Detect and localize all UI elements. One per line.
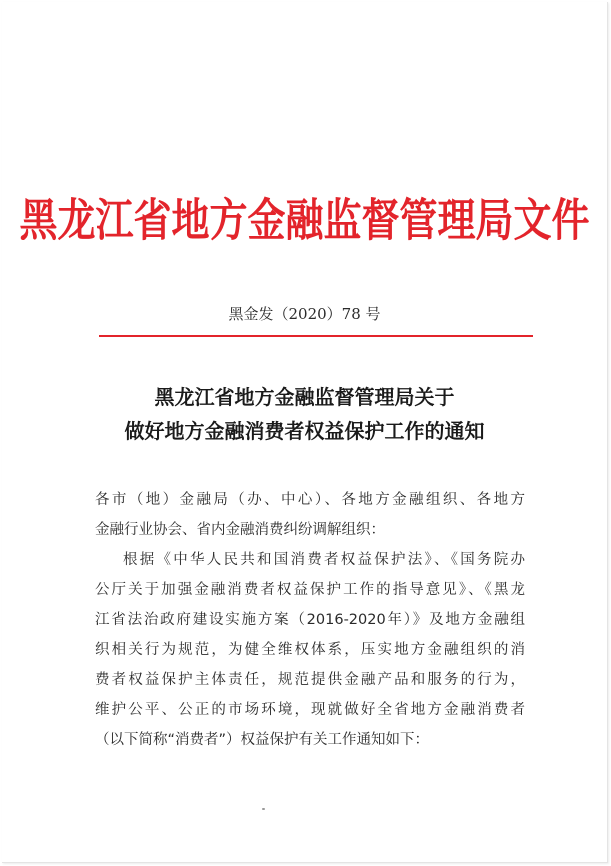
body-line-4: 织相关行为规范，为健全维权体系，压实地方金融组织的消	[95, 642, 525, 658]
addressee-line-2: 金融行业协会、省内金融消费纠纷调解组织：	[95, 522, 385, 538]
document-page	[2, 2, 608, 863]
body-line-6: 维护公平、公正的市场环境，现就做好全省地方金融消费者	[95, 702, 525, 718]
body-line-7: （以下简称“消费者”）权益保护有关工作通知如下：	[95, 732, 430, 748]
scan-speck	[262, 808, 265, 810]
notice-title-line-1: 黑龙江省地方金融监督管理局关于	[154, 385, 455, 409]
document-number: 黑金发（2020）78 号	[228, 305, 381, 323]
notice-title-line-2: 做好地方金融消费者权益保护工作的通知	[124, 419, 485, 443]
body-line-5: 费者权益保护主体责任，规范提供金融产品和服务的行为，	[95, 672, 525, 688]
body-line-1: 根据《中华人民共和国消费者权益保护法》、《国务院办	[123, 552, 525, 568]
red-divider-line	[99, 335, 533, 337]
issuer-header: 黑龙江省地方金融监督管理局文件	[19, 193, 590, 247]
addressee-line-1: 各市（地）金融局（办、中心）、各地方金融组织、各地方	[95, 492, 525, 508]
body-line-2: 公厅关于加强金融消费者权益保护工作的指导意见》、《黑龙	[95, 582, 525, 598]
body-line-3: 江省法治政府建设实施方案（2016-2020年）》及地方金融组	[95, 612, 525, 628]
